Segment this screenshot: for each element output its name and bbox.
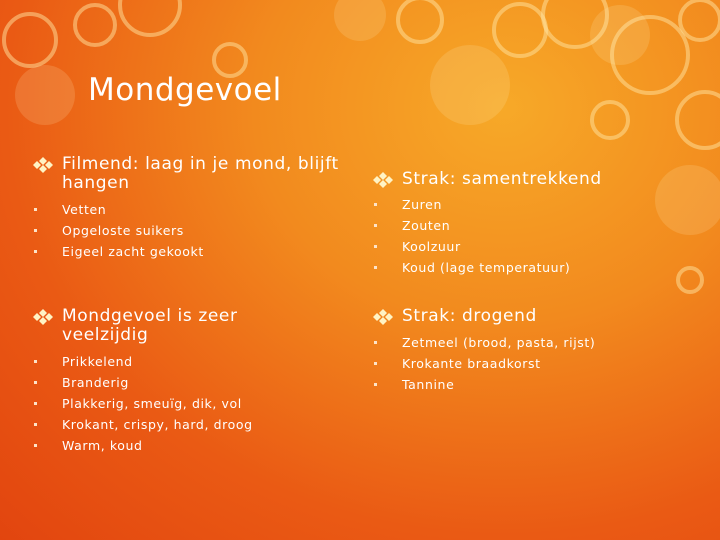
square-bullet-icon	[34, 208, 37, 211]
section-strak-drogend	[372, 307, 692, 395]
list-item: Branderig	[32, 372, 272, 393]
list-item: Vetten	[32, 199, 362, 220]
square-bullet-icon	[34, 423, 37, 426]
list-item: Zuren	[372, 194, 692, 215]
diamond-bullet-icon	[32, 308, 54, 326]
section-filmend	[32, 155, 362, 262]
section-heading: Strak: drogend	[372, 307, 692, 326]
diamond-bullet-icon	[32, 156, 54, 174]
square-bullet-icon	[374, 341, 377, 344]
list-item: Opgeloste suikers	[32, 220, 362, 241]
square-bullet-icon	[374, 383, 377, 386]
square-bullet-icon	[374, 362, 377, 365]
section-heading: Filmend: laag in je mond, blijft hangen	[32, 155, 362, 193]
slide-title: Mondgevoel	[88, 72, 282, 108]
diamond-bullet-icon	[372, 171, 394, 189]
list-item: Plakkerig, smeuïg, dik, vol	[32, 393, 272, 414]
list-item: Koolzuur	[372, 236, 692, 257]
section-heading: Strak: samentrekkend	[372, 170, 692, 189]
list-item: Prikkelend	[32, 351, 272, 372]
list-item: Zetmeel (brood, pasta, rijst)	[372, 332, 692, 353]
square-bullet-icon	[34, 360, 37, 363]
square-bullet-icon	[374, 224, 377, 227]
list-item: Koud (lage temperatuur)	[372, 257, 692, 278]
square-bullet-icon	[374, 266, 377, 269]
square-bullet-icon	[34, 250, 37, 253]
square-bullet-icon	[374, 245, 377, 248]
square-bullet-icon	[34, 381, 37, 384]
section-mondgevoel-veelzijdig	[32, 307, 272, 456]
square-bullet-icon	[34, 444, 37, 447]
list-item: Warm, koud	[32, 435, 272, 456]
section-strak-samentrekkend	[372, 170, 692, 278]
list-item: Tannine	[372, 374, 692, 395]
diamond-bullet-icon	[372, 308, 394, 326]
list-item: Eigeel zacht gekookt	[32, 241, 362, 262]
square-bullet-icon	[374, 203, 377, 206]
list-item: Krokante braadkorst	[372, 353, 692, 374]
square-bullet-icon	[34, 229, 37, 232]
list-item: Krokant, crispy, hard, droog	[32, 414, 272, 435]
section-heading: Mondgevoel is zeer veelzijdig	[32, 307, 272, 345]
square-bullet-icon	[34, 402, 37, 405]
list-item: Zouten	[372, 215, 692, 236]
